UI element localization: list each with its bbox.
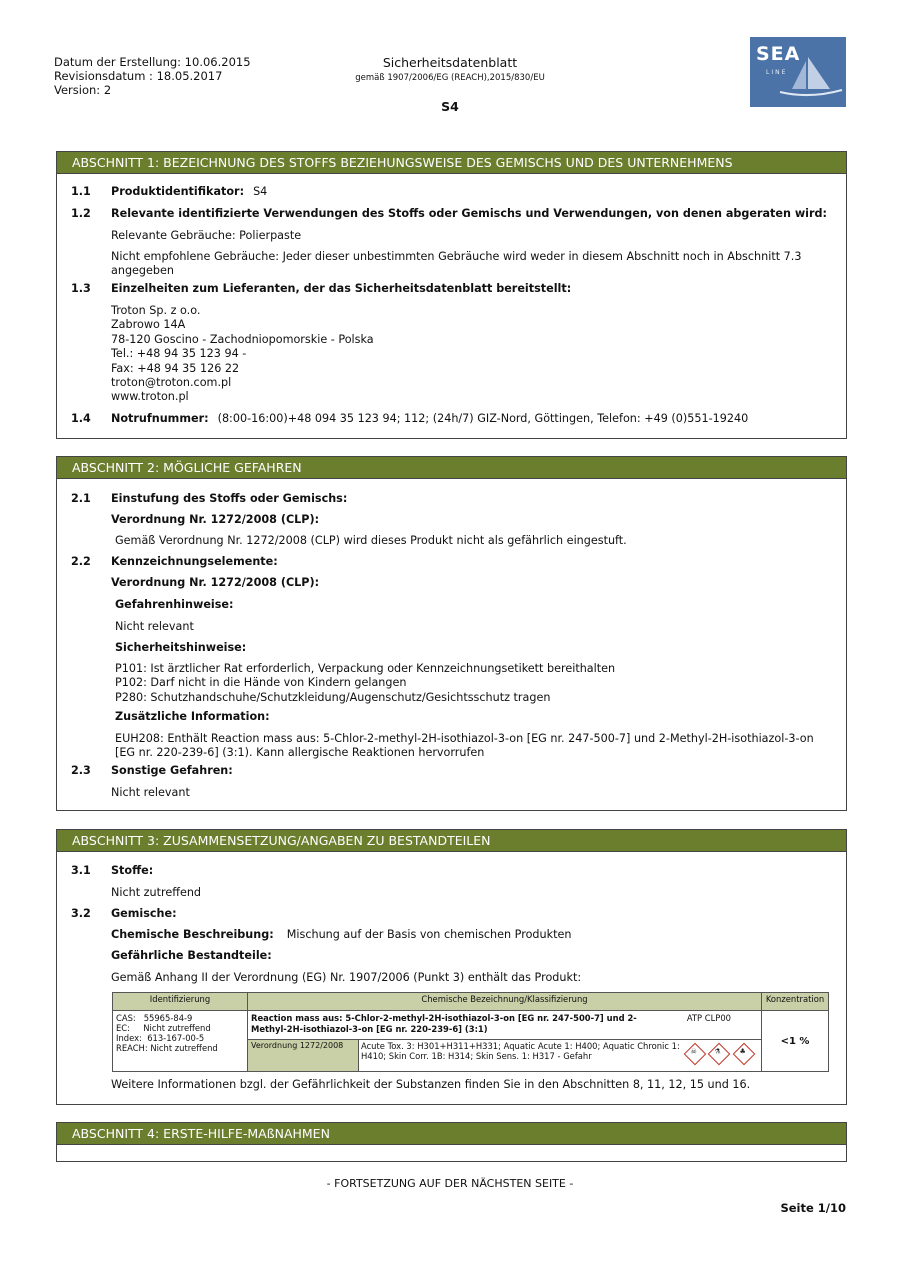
- product-identifier-label: Produktidentifikator: S4: [111, 185, 268, 198]
- table-header-row: [113, 993, 829, 1011]
- column-header: Konzentration: [762, 993, 829, 1011]
- item-number: 2.3: [71, 764, 91, 777]
- section-2-heading: ABSCHNITT 2: MÖGLICHE GEFAHREN: [57, 457, 846, 479]
- supplier-label: Einzelheiten zum Lieferanten, der das Sicherheitsdatenblatt bereitstellt:: [111, 282, 572, 295]
- continuation-note: - FORTSETZUNG AUF DER NÄCHSTEN SEITE -: [326, 1177, 574, 1190]
- precautionary-label: Sicherheitshinweise:: [115, 641, 247, 654]
- precautionary-statement: P102: Darf nicht in die Hände von Kindern gelangen: [115, 676, 407, 690]
- item-number: 1.2: [71, 207, 91, 220]
- supplier-email[interactable]: troton@troton.com.pl: [111, 376, 232, 390]
- precautionary-statement: P101: Ist ärztlicher Rat erforderlich, Verpackung oder Kennzeichnungsetikett bereithalten: [115, 662, 616, 675]
- section-1-heading: ABSCHNITT 1: BEZEICHNUNG DES STOFFS BEZIEHUNGSWEISE DES GEMISCHS UND DES UNTERNEHMENS: [57, 152, 846, 174]
- item-number: 3.1: [71, 864, 91, 877]
- ghs-skull-icon: ☠: [683, 1043, 706, 1066]
- annex-text: Gemäß Anhang II der Verordnung (EG) Nr. 1907/2006 (Punkt 3) enthält das Produkt:: [111, 971, 582, 984]
- item-number: 1.3: [71, 282, 91, 295]
- column-header: Chemische Bezeichnung/Klassifizierung: [248, 993, 762, 1011]
- other-hazards-label: Sonstige Gefahren:: [111, 764, 233, 777]
- item-number: 1.1: [71, 185, 91, 198]
- supplier-line: Tel.: +48 94 35 123 94 -: [111, 347, 247, 361]
- precautionary-statements: [115, 662, 615, 705]
- ec-number: EC: Nicht zutreffend: [116, 1023, 211, 1033]
- supplier-line: Troton Sp. z o.o.: [111, 304, 201, 317]
- other-hazards-text: Nicht relevant: [111, 786, 190, 799]
- index-number: Index: 613-167-00-5: [116, 1033, 205, 1043]
- relevant-uses: Relevante Gebräuche: Polierpaste: [111, 229, 302, 242]
- classification-text: Gemäß Verordnung Nr. 1272/2008 (CLP) wird dieses Produkt nicht als gefährlich eingestuft.: [115, 534, 627, 547]
- item-number: 1.4: [71, 412, 91, 425]
- dangerous-components-label: Gefährliche Bestandteile:: [111, 949, 272, 962]
- components-table: [112, 992, 829, 1072]
- revision-date: Revisionsdatum : 18.05.2017: [54, 69, 223, 83]
- supplier-details: [111, 304, 374, 405]
- chemical-description-label: Chemische Beschreibung: Mischung auf der Basis von chemischen Produkten: [111, 928, 572, 941]
- version: Version: 2: [54, 83, 112, 97]
- chemical-description-value: Mischung auf der Basis von chemischen Produkten: [286, 928, 572, 941]
- section-3-heading: ABSCHNITT 3: ZUSAMMENSETZUNG/ANGABEN ZU BESTANDTEILEN: [57, 830, 846, 852]
- classification-text: Acute Tox. 3: H301+H311+H331; Aquatic Acute 1: H400; Aquatic Chronic 1: H410; Skin Corr. 1B: H314; Skin Sens. 1: H317 - Gefahr: [361, 1041, 680, 1061]
- substances-label: Stoffe:: [111, 864, 154, 877]
- company-logo: [750, 37, 846, 107]
- emergency-number: (8:00-16:00)+48 094 35 123 94; 112; (24h/7) GIZ-Nord, Göttingen, Telefon: +49 (0)551-19240: [217, 412, 749, 425]
- atp-reference: ATP CLP00: [686, 1013, 731, 1023]
- page-number: Seite 1/10: [780, 1201, 846, 1215]
- item-number: 2.2: [71, 555, 91, 568]
- supplier-line: 78-120 Goscino - Zachodniopomorskie - Polska: [111, 332, 374, 346]
- regulation-label: Verordnung Nr. 1272/2008 (CLP):: [111, 576, 320, 589]
- supplier-line: Zabrowo 14A: [111, 318, 186, 332]
- section-4: [56, 1122, 847, 1162]
- additional-info-label: Zusätzliche Information:: [115, 710, 270, 723]
- substances-text: Nicht zutreffend: [111, 886, 202, 899]
- supplier-website[interactable]: www.troton.pl: [111, 390, 189, 404]
- document-title: Sicherheitsdatenblatt: [382, 55, 518, 70]
- classification-label: Einstufung des Stoffs oder Gemischs:: [111, 492, 348, 505]
- chemical-name-cell: [248, 1011, 762, 1040]
- document-header: [300, 55, 600, 114]
- item-number: 3.2: [71, 907, 91, 920]
- precautionary-statement: P280: Schutzhandschuhe/Schutzkleidung/Augenschutz/Gesichtsschutz tragen: [115, 690, 551, 704]
- regulation-label: Verordnung Nr. 1272/2008 (CLP):: [111, 513, 320, 526]
- section-4-heading: ABSCHNITT 4: ERSTE-HILFE-MAßNAHMEN: [57, 1123, 846, 1145]
- hazard-statements-text: Nicht relevant: [115, 620, 194, 633]
- supplier-line: Fax: +48 94 35 126 22: [111, 361, 240, 375]
- not-recommended-uses: Nicht empfohlene Gebräuche: Jeder dieser unbestimmten Gebräuche wird weder in diesem Abschnitt noch in Abschnitt 7.3 angegeben: [111, 250, 802, 277]
- ghs-corrosion-icon: ⚗: [708, 1043, 731, 1066]
- further-info-text: Weitere Informationen bzgl. der Gefährlichkeit der Substanzen finden Sie in den Abschnitten 8, 11, 12, 15 und 16.: [111, 1078, 751, 1091]
- hazard-statements-label: Gefahrenhinweise:: [115, 598, 234, 611]
- regulation-cell: Verordnung 1272/2008: [248, 1040, 359, 1072]
- item-number: 2.1: [71, 492, 91, 505]
- logo-subtext: LINE: [766, 69, 788, 76]
- reach-number: REACH: Nicht zutreffend: [116, 1043, 218, 1053]
- section-1: [56, 151, 847, 439]
- column-header: Identifizierung: [113, 993, 248, 1011]
- ghs-pictograms: [684, 1046, 755, 1064]
- uses-label: Relevante identifizierte Verwendungen des Stoffs oder Gemischs und Verwendungen, von denen abgeraten wird:: [111, 207, 828, 220]
- product-name: S4: [441, 99, 459, 114]
- logo-text: SEA: [756, 43, 801, 65]
- section-2: [56, 456, 847, 811]
- identification-cell: [113, 1011, 248, 1072]
- label-elements-label: Kennzeichnungselemente:: [111, 555, 278, 568]
- ghs-environment-icon: ♣: [733, 1043, 756, 1066]
- document-subtitle: gemäß 1907/2006/EG (REACH),2015/830/EU: [355, 73, 545, 83]
- sailboat-icon: [750, 37, 846, 107]
- cas-number: CAS: 55965-84-9: [116, 1013, 193, 1023]
- section-3: [56, 829, 847, 1105]
- document-meta: [54, 55, 251, 97]
- classification-cell: [359, 1040, 762, 1072]
- chemical-name: Reaction mass aus: 5-Chlor-2-methyl-2H-isothiazol-3-on [EG nr. 247-500-7] und 2-Methyl-2H-isothiazol-3-on [EG nr. 220-239-6] (3:1): [251, 1013, 637, 1034]
- concentration-cell: <1 %: [762, 1011, 829, 1072]
- emergency-label: Notrufnummer: (8:00-16:00)+48 094 35 123 94; 112; (24h/7) GIZ-Nord, Göttingen, Telefon: +49 (0)551-19240: [111, 412, 749, 425]
- mixtures-label: Gemische:: [111, 907, 177, 920]
- table-row: [113, 1011, 829, 1040]
- product-identifier-value: S4: [253, 185, 268, 198]
- additional-info-text: EUH208: Enthält Reaction mass aus: 5-Chlor-2-methyl-2H-isothiazol-3-on [EG nr. 247-500-7] und 2-Methyl-2H-isothiazol-3-on [EG nr. 220-239-6] (3:1). Kann allergische Reaktionen hervorrufen: [115, 732, 814, 759]
- creation-date: Datum der Erstellung: 10.06.2015: [54, 55, 251, 69]
